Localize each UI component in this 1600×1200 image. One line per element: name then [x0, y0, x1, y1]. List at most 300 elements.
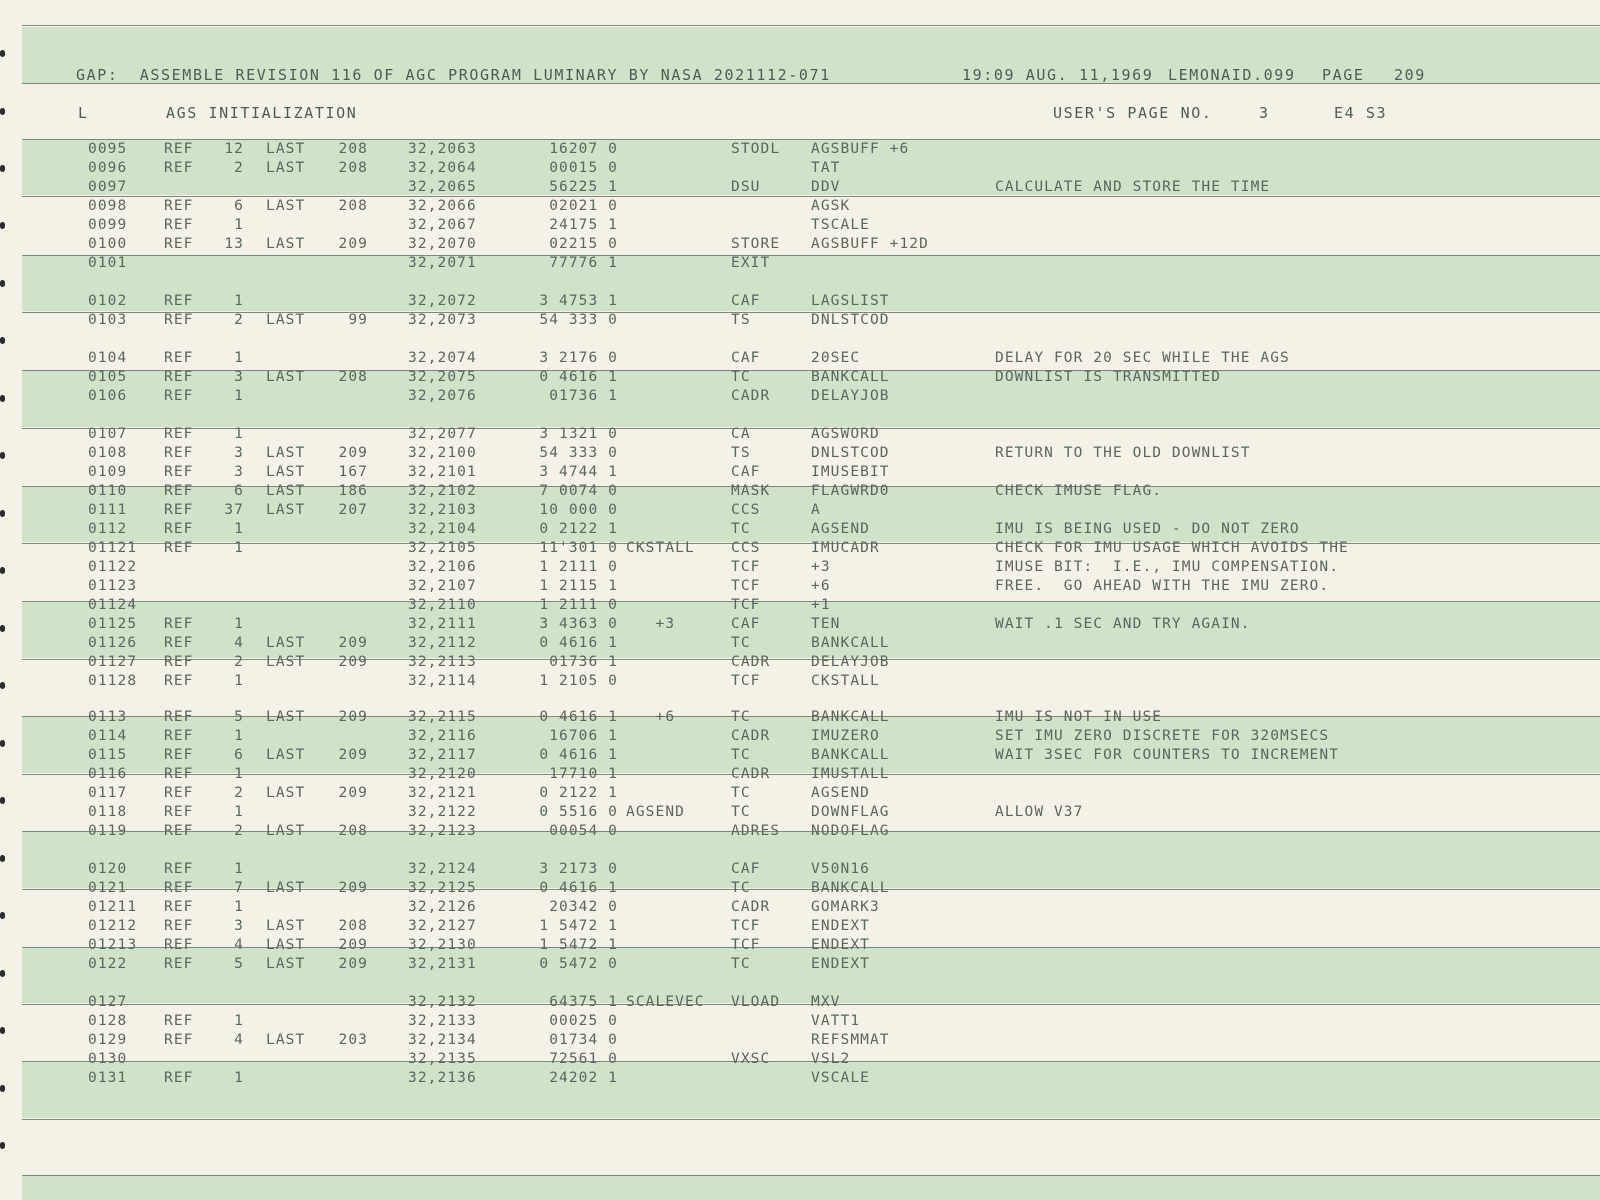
- page-label: PAGE: [1322, 66, 1365, 84]
- ref-tag: REF: [164, 766, 194, 782]
- octal-code: 1 2111 0: [539, 597, 618, 613]
- ref-count: 1: [234, 673, 244, 689]
- line-number: 0127: [88, 994, 128, 1010]
- listing-row: [22, 784, 1600, 803]
- octal-code: 0 5472 0: [539, 956, 618, 972]
- feed-hole: [0, 740, 5, 747]
- listing-row: [22, 349, 1600, 368]
- listing-name: LEMONAID.099: [1168, 66, 1296, 84]
- last-page: 186: [338, 483, 368, 499]
- octal-code: 64375 1: [549, 994, 618, 1010]
- octal-code: 77776 1: [549, 255, 618, 271]
- last-page: 99: [348, 312, 368, 328]
- octal-code: 0 4616 1: [539, 635, 618, 651]
- operand: DNLSTCOD: [811, 312, 890, 328]
- operand: TEN: [811, 616, 841, 632]
- ref-count: 5: [234, 709, 244, 725]
- octal-code: 56225 1: [549, 179, 618, 195]
- ref-count: 37: [224, 502, 244, 518]
- last-page: 209: [338, 654, 368, 670]
- line-number: 0128: [88, 1013, 128, 1029]
- listing-row: [22, 254, 1600, 273]
- feed-hole: [0, 625, 5, 632]
- comment: IMU IS BEING USED - DO NOT ZERO: [995, 521, 1300, 537]
- opcode: TCF: [731, 673, 761, 689]
- address: 32,2121: [408, 785, 477, 801]
- ref-count: 6: [234, 483, 244, 499]
- users-page-number: 3: [1259, 104, 1270, 122]
- ref-tag: REF: [164, 426, 194, 442]
- feed-hole: [0, 567, 5, 574]
- opcode: MASK: [731, 483, 771, 499]
- octal-code: 1 2105 0: [539, 673, 618, 689]
- octal-code: 00015 0: [549, 160, 618, 176]
- ref-tag: REF: [164, 160, 194, 176]
- ref-tag: REF: [164, 369, 194, 385]
- listing-row: [22, 235, 1600, 254]
- ref-count: 6: [234, 198, 244, 214]
- line-number: 0121: [88, 880, 128, 896]
- listing-row: [22, 955, 1600, 974]
- listing-row: [22, 444, 1600, 463]
- feed-hole: [0, 222, 5, 229]
- last-page: 208: [338, 369, 368, 385]
- ref-count: 3: [234, 464, 244, 480]
- ref-tag: REF: [164, 654, 194, 670]
- last-tag: LAST: [266, 709, 306, 725]
- comment: CALCULATE AND STORE THE TIME: [995, 179, 1271, 195]
- address: 32,2065: [408, 179, 477, 195]
- ref-tag: REF: [164, 464, 194, 480]
- last-page: 209: [338, 635, 368, 651]
- opcode: STODL: [731, 141, 781, 157]
- octal-code: 01734 0: [549, 1032, 618, 1048]
- line-number: 0105: [88, 369, 128, 385]
- label: AGSEND: [626, 804, 685, 820]
- address: 32,2112: [408, 635, 477, 651]
- users-page-label: USER'S PAGE NO.: [1053, 104, 1213, 122]
- opcode: TS: [731, 312, 751, 328]
- listing-row: [22, 708, 1600, 727]
- octal-code: 01736 1: [549, 654, 618, 670]
- address: 32,2074: [408, 350, 477, 366]
- octal-code: 0 4616 1: [539, 709, 618, 725]
- ref-tag: REF: [164, 540, 194, 556]
- address: 32,2122: [408, 804, 477, 820]
- listing-row: [22, 898, 1600, 917]
- last-page: 209: [338, 937, 368, 953]
- address: 32,2075: [408, 369, 477, 385]
- octal-code: 16207 0: [549, 141, 618, 157]
- listing-row: [22, 860, 1600, 879]
- band-rule: [22, 1119, 1600, 1120]
- operand: AGSBUFF +6: [811, 141, 910, 157]
- opcode: VLOAD: [731, 994, 781, 1010]
- feed-hole: [0, 452, 5, 459]
- opcode: TCF: [731, 578, 761, 594]
- section-mark: L: [78, 104, 89, 122]
- octal-code: 3 4744 1: [539, 464, 618, 480]
- operand: IMUSTALL: [811, 766, 890, 782]
- address: 32,2066: [408, 198, 477, 214]
- comment: ALLOW V37: [995, 804, 1084, 820]
- opcode: VXSC: [731, 1051, 771, 1067]
- operand: IMUZERO: [811, 728, 880, 744]
- last-tag: LAST: [266, 141, 306, 157]
- ref-count: 4: [234, 937, 244, 953]
- opcode: CADR: [731, 899, 771, 915]
- assembly-header: GAP: ASSEMBLE REVISION 116 OF AGC PROGRAM LUMINARY BY NASA 2021112-071: [76, 66, 831, 84]
- octal-code: 1 5472 1: [539, 937, 618, 953]
- ref-tag: REF: [164, 388, 194, 404]
- octal-code: 3 4363 0: [539, 616, 618, 632]
- line-number: 0131: [88, 1070, 128, 1086]
- line-number: 01121: [88, 540, 138, 556]
- ref-count: 1: [234, 540, 244, 556]
- ref-count: 6: [234, 747, 244, 763]
- ref-count: 3: [234, 369, 244, 385]
- line-number: 0114: [88, 728, 128, 744]
- ref-tag: REF: [164, 1070, 194, 1086]
- listing-row: [22, 765, 1600, 784]
- opcode: TC: [731, 521, 751, 537]
- listing-row: [22, 879, 1600, 898]
- ref-tag: REF: [164, 937, 194, 953]
- ref-count: 1: [234, 521, 244, 537]
- line-number: 0098: [88, 198, 128, 214]
- opcode: CAF: [731, 293, 761, 309]
- octal-code: 24202 1: [549, 1070, 618, 1086]
- line-number: 0102: [88, 293, 128, 309]
- ref-count: 1: [234, 861, 244, 877]
- operand: DDV: [811, 179, 841, 195]
- last-page: 209: [338, 956, 368, 972]
- octal-code: 0 2122 1: [539, 521, 618, 537]
- comment: WAIT .1 SEC AND TRY AGAIN.: [995, 616, 1251, 632]
- feed-hole: [0, 912, 5, 919]
- comment: IMUSE BIT: I.E., IMU COMPENSATION.: [995, 559, 1340, 575]
- opcode: TCF: [731, 597, 761, 613]
- opcode: CADR: [731, 388, 771, 404]
- operand: LAGSLIST: [811, 293, 890, 309]
- operand: DOWNFLAG: [811, 804, 890, 820]
- feed-hole: [0, 395, 5, 402]
- last-tag: LAST: [266, 635, 306, 651]
- last-tag: LAST: [266, 160, 306, 176]
- page-number: 209: [1394, 66, 1426, 84]
- octal-code: 10 000 0: [539, 502, 618, 518]
- octal-code: 00054 0: [549, 823, 618, 839]
- address: 32,2110: [408, 597, 477, 613]
- octal-code: 54 333 0: [539, 312, 618, 328]
- address: 32,2117: [408, 747, 477, 763]
- ref-count: 1: [234, 293, 244, 309]
- line-number: 01123: [88, 578, 138, 594]
- operand: NODOFLAG: [811, 823, 890, 839]
- comment: DELAY FOR 20 SEC WHILE THE AGS: [995, 350, 1290, 366]
- listing-row: [22, 1012, 1600, 1031]
- feed-hole: [0, 797, 5, 804]
- last-tag: LAST: [266, 312, 306, 328]
- timestamp: 19:09 AUG. 11,1969: [962, 66, 1154, 84]
- line-number: 01211: [88, 899, 138, 915]
- ref-tag: REF: [164, 709, 194, 725]
- section-title: AGS INITIALIZATION: [166, 104, 358, 122]
- ref-count: 1: [234, 766, 244, 782]
- address: 32,2063: [408, 141, 477, 157]
- ref-tag: REF: [164, 236, 194, 252]
- last-tag: LAST: [266, 654, 306, 670]
- operand: VSCALE: [811, 1070, 870, 1086]
- ref-tag: REF: [164, 217, 194, 233]
- opcode: CAF: [731, 861, 761, 877]
- listing-row: [22, 482, 1600, 501]
- listing-row: [22, 368, 1600, 387]
- address: 32,2132: [408, 994, 477, 1010]
- last-page: 208: [338, 160, 368, 176]
- listing-row: [22, 936, 1600, 955]
- octal-code: 0 2122 1: [539, 785, 618, 801]
- address: 32,2123: [408, 823, 477, 839]
- line-number: 0108: [88, 445, 128, 461]
- address: 32,2103: [408, 502, 477, 518]
- octal-code: 7 0074 0: [539, 483, 618, 499]
- feed-hole: [0, 165, 5, 172]
- operand: ENDEXT: [811, 956, 870, 972]
- address: 32,2100: [408, 445, 477, 461]
- line-number: 0120: [88, 861, 128, 877]
- octal-code: 11'301 0: [539, 540, 618, 556]
- opcode: TCF: [731, 937, 761, 953]
- operand: BANKCALL: [811, 747, 890, 763]
- band-rule: [22, 1175, 1600, 1176]
- listing-row: [22, 178, 1600, 197]
- operand: TAT: [811, 160, 841, 176]
- feed-hole: [0, 682, 5, 689]
- listing-page: [22, 0, 1600, 1200]
- last-tag: LAST: [266, 823, 306, 839]
- ref-tag: REF: [164, 198, 194, 214]
- line-number: 0095: [88, 141, 128, 157]
- feed-hole: [0, 1142, 5, 1149]
- listing-row: [22, 1069, 1600, 1088]
- ref-tag: REF: [164, 747, 194, 763]
- operand: 20SEC: [811, 350, 861, 366]
- operand: IMUSEBIT: [811, 464, 890, 480]
- line-number: 01127: [88, 654, 138, 670]
- ref-tag: REF: [164, 728, 194, 744]
- listing-row: [22, 803, 1600, 822]
- listing-row: [22, 1031, 1600, 1050]
- ref-tag: REF: [164, 1032, 194, 1048]
- octal-code: 1 5472 1: [539, 918, 618, 934]
- opcode: CCS: [731, 502, 761, 518]
- address: 32,2124: [408, 861, 477, 877]
- address: 32,2134: [408, 1032, 477, 1048]
- octal-code: 02021 0: [549, 198, 618, 214]
- ref-count: 13: [224, 236, 244, 252]
- comment: IMU IS NOT IN USE: [995, 709, 1163, 725]
- octal-code: 00025 0: [549, 1013, 618, 1029]
- opcode: TC: [731, 785, 751, 801]
- line-number: 0097: [88, 179, 128, 195]
- feed-hole: [0, 50, 5, 57]
- listing-row: [22, 596, 1600, 615]
- operand: BANKCALL: [811, 709, 890, 725]
- last-page: 209: [338, 709, 368, 725]
- listing-row: [22, 993, 1600, 1012]
- line-number: 0129: [88, 1032, 128, 1048]
- octal-code: 1 2115 1: [539, 578, 618, 594]
- green-band: [22, 1176, 1600, 1200]
- address: 32,2131: [408, 956, 477, 972]
- operand: DELAYJOB: [811, 388, 890, 404]
- listing-row: [22, 1050, 1600, 1069]
- opcode: TS: [731, 445, 751, 461]
- line-number: 0115: [88, 747, 128, 763]
- last-page: 209: [338, 880, 368, 896]
- opcode: EXIT: [731, 255, 771, 271]
- comment: FREE. GO AHEAD WITH THE IMU ZERO.: [995, 578, 1330, 594]
- comment: RETURN TO THE OLD DOWNLIST: [995, 445, 1251, 461]
- operand: REFSMMAT: [811, 1032, 890, 1048]
- address: 32,2077: [408, 426, 477, 442]
- last-page: 209: [338, 747, 368, 763]
- operand: VSL2: [811, 1051, 851, 1067]
- address: 32,2111: [408, 616, 477, 632]
- ref-count: 2: [234, 823, 244, 839]
- ref-count: 1: [234, 426, 244, 442]
- last-page: 203: [338, 1032, 368, 1048]
- line-number: 0107: [88, 426, 128, 442]
- address: 32,2070: [408, 236, 477, 252]
- ref-count: 5: [234, 956, 244, 972]
- ref-count: 2: [234, 160, 244, 176]
- feed-hole: [0, 1085, 5, 1092]
- opcode: STORE: [731, 236, 781, 252]
- opcode: CADR: [731, 654, 771, 670]
- feed-hole: [0, 280, 5, 287]
- line-number: 01122: [88, 559, 138, 575]
- listing-row: [22, 917, 1600, 936]
- opcode: TC: [731, 747, 751, 763]
- address: 32,2106: [408, 559, 477, 575]
- label: +3: [626, 616, 676, 632]
- address: 32,2130: [408, 937, 477, 953]
- line-number: 0130: [88, 1051, 128, 1067]
- listing-row: [22, 216, 1600, 235]
- opcode: TC: [731, 956, 751, 972]
- ref-tag: REF: [164, 1013, 194, 1029]
- listing-row: [22, 311, 1600, 330]
- operand: TSCALE: [811, 217, 870, 233]
- label: +6: [626, 709, 676, 725]
- line-number: 0119: [88, 823, 128, 839]
- listing-row: [22, 387, 1600, 406]
- opcode: CADR: [731, 728, 771, 744]
- last-tag: LAST: [266, 747, 306, 763]
- opcode: CCS: [731, 540, 761, 556]
- line-number: 0099: [88, 217, 128, 233]
- address: 32,2101: [408, 464, 477, 480]
- ref-tag: REF: [164, 141, 194, 157]
- listing-row: [22, 292, 1600, 311]
- sheet-code: E4 S3: [1334, 104, 1388, 122]
- ref-tag: REF: [164, 616, 194, 632]
- operand: AGSBUFF +12D: [811, 236, 929, 252]
- operand: DNLSTCOD: [811, 445, 890, 461]
- opcode: TCF: [731, 559, 761, 575]
- listing-row: [22, 653, 1600, 672]
- address: 32,2067: [408, 217, 477, 233]
- octal-code: 3 2173 0: [539, 861, 618, 877]
- octal-code: 1 2111 0: [539, 559, 618, 575]
- address: 32,2105: [408, 540, 477, 556]
- comment: DOWNLIST IS TRANSMITTED: [995, 369, 1222, 385]
- octal-code: 0 4616 1: [539, 747, 618, 763]
- ref-tag: REF: [164, 861, 194, 877]
- ref-count: 1: [234, 804, 244, 820]
- ref-tag: REF: [164, 956, 194, 972]
- operand: AGSK: [811, 198, 851, 214]
- operand: AGSEND: [811, 521, 870, 537]
- label: CKSTALL: [626, 540, 695, 556]
- address: 32,2114: [408, 673, 477, 689]
- operand: AGSWORD: [811, 426, 880, 442]
- address: 32,2115: [408, 709, 477, 725]
- last-tag: LAST: [266, 445, 306, 461]
- line-number: 0096: [88, 160, 128, 176]
- opcode: CA: [731, 426, 751, 442]
- ref-tag: REF: [164, 918, 194, 934]
- ref-count: 1: [234, 350, 244, 366]
- ref-count: 7: [234, 880, 244, 896]
- operand: V50N16: [811, 861, 870, 877]
- ref-tag: REF: [164, 521, 194, 537]
- last-tag: LAST: [266, 937, 306, 953]
- ref-tag: REF: [164, 823, 194, 839]
- ref-count: 3: [234, 445, 244, 461]
- operand: +3: [811, 559, 831, 575]
- listing-row: [22, 539, 1600, 558]
- opcode: TCF: [731, 918, 761, 934]
- line-number: 01213: [88, 937, 138, 953]
- last-page: 209: [338, 445, 368, 461]
- listing-row: [22, 727, 1600, 746]
- address: 32,2125: [408, 880, 477, 896]
- line-number: 0118: [88, 804, 128, 820]
- ref-tag: REF: [164, 880, 194, 896]
- line-number: 0113: [88, 709, 128, 725]
- opcode: CAF: [731, 464, 761, 480]
- octal-code: 0 5516 0: [539, 804, 618, 820]
- label: SCALEVEC: [626, 994, 705, 1010]
- line-number: 0101: [88, 255, 128, 271]
- octal-code: 3 2176 0: [539, 350, 618, 366]
- octal-code: 20342 0: [549, 899, 618, 915]
- listing-row: [22, 159, 1600, 178]
- operand: BANKCALL: [811, 369, 890, 385]
- last-page: 209: [338, 785, 368, 801]
- operand: +6: [811, 578, 831, 594]
- ref-count: 1: [234, 388, 244, 404]
- last-page: 208: [338, 141, 368, 157]
- ref-count: 4: [234, 635, 244, 651]
- ref-tag: REF: [164, 445, 194, 461]
- ref-count: 12: [224, 141, 244, 157]
- last-tag: LAST: [266, 785, 306, 801]
- ref-count: 2: [234, 785, 244, 801]
